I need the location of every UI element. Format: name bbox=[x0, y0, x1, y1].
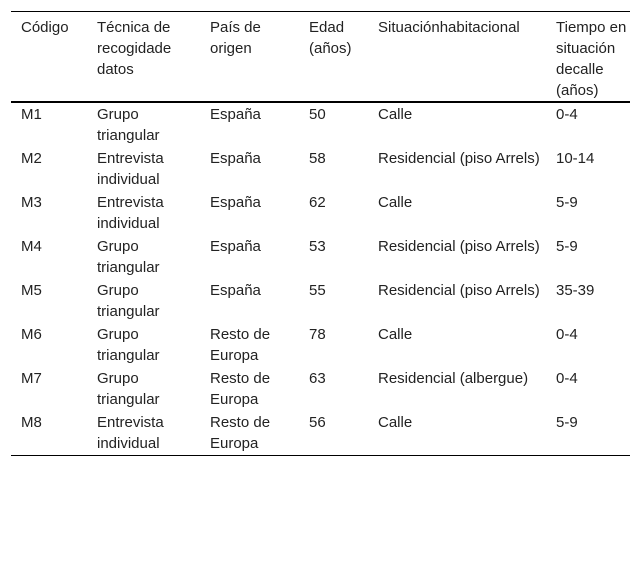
cell-pais: Resto de Europa bbox=[210, 326, 271, 364]
cell-edad: 58 bbox=[309, 150, 326, 167]
cell-pais: España bbox=[210, 150, 261, 167]
cell-codigo: M8 bbox=[21, 414, 42, 431]
table-header bbox=[11, 12, 630, 103]
cell-edad: 63 bbox=[309, 370, 326, 387]
cell-pais: España bbox=[210, 282, 261, 299]
table-row bbox=[11, 411, 630, 456]
cell-edad: 62 bbox=[309, 194, 326, 211]
cell-pais: España bbox=[210, 106, 261, 123]
cell-edad: 50 bbox=[309, 106, 326, 123]
cell-edad: 56 bbox=[309, 414, 326, 431]
cell-codigo: M7 bbox=[21, 370, 42, 387]
table-row bbox=[11, 147, 630, 191]
cell-tiempo: 0-4 bbox=[556, 106, 578, 123]
cell-tiempo: 35-39 bbox=[556, 282, 595, 299]
header-pais: País de origen bbox=[210, 19, 261, 57]
header-situacion: Situaciónhabitacional bbox=[378, 19, 520, 36]
cell-codigo: M2 bbox=[21, 150, 42, 167]
cell-situacion: Calle bbox=[378, 106, 413, 123]
cell-tecnica: Grupo triangular bbox=[97, 106, 160, 144]
header-tiempo: Tiempo en situación decalle (años) bbox=[556, 19, 627, 99]
participants-table-container bbox=[11, 11, 630, 456]
cell-situacion: Residencial (albergue) bbox=[378, 370, 529, 387]
cell-situacion: Residencial (piso Arrels) bbox=[378, 282, 540, 299]
cell-tecnica: Entrevista individual bbox=[97, 414, 164, 452]
header-codigo: Código bbox=[21, 19, 69, 36]
cell-tiempo: 0-4 bbox=[556, 370, 578, 387]
cell-tecnica: Grupo triangular bbox=[97, 326, 160, 364]
cell-tiempo: 5-9 bbox=[556, 414, 578, 431]
cell-tiempo: 5-9 bbox=[556, 194, 578, 211]
table-body bbox=[11, 102, 630, 456]
table-row bbox=[11, 323, 630, 367]
cell-situacion: Calle bbox=[378, 194, 413, 211]
header-tecnica: Técnica de recogidade datos bbox=[97, 19, 172, 78]
cell-situacion: Residencial (piso Arrels) bbox=[378, 150, 540, 167]
header-row bbox=[11, 12, 630, 103]
cell-pais: España bbox=[210, 194, 261, 211]
cell-codigo: M4 bbox=[21, 238, 42, 255]
cell-tecnica: Grupo triangular bbox=[97, 370, 160, 408]
table-row bbox=[11, 102, 630, 147]
cell-tiempo: 5-9 bbox=[556, 238, 578, 255]
table-row bbox=[11, 191, 630, 235]
cell-situacion: Residencial (piso Arrels) bbox=[378, 238, 540, 255]
table-row bbox=[11, 279, 630, 323]
cell-tiempo: 10-14 bbox=[556, 150, 595, 167]
cell-codigo: M5 bbox=[21, 282, 42, 299]
cell-edad: 78 bbox=[309, 326, 326, 343]
cell-tiempo: 0-4 bbox=[556, 326, 578, 343]
cell-tecnica: Entrevista individual bbox=[97, 150, 164, 188]
cell-pais: Resto de Europa bbox=[210, 414, 271, 452]
cell-pais: España bbox=[210, 238, 261, 255]
cell-tecnica: Grupo triangular bbox=[97, 238, 160, 276]
cell-pais: Resto de Europa bbox=[210, 370, 271, 408]
table-row bbox=[11, 367, 630, 411]
cell-situacion: Calle bbox=[378, 326, 413, 343]
cell-situacion: Calle bbox=[378, 414, 413, 431]
cell-edad: 55 bbox=[309, 282, 326, 299]
cell-codigo: M3 bbox=[21, 194, 42, 211]
cell-codigo: M1 bbox=[21, 106, 42, 123]
cell-tecnica: Grupo triangular bbox=[97, 282, 160, 320]
cell-tecnica: Entrevista individual bbox=[97, 194, 164, 232]
header-edad: Edad (años) bbox=[309, 19, 352, 57]
cell-codigo: M6 bbox=[21, 326, 42, 343]
participants-table bbox=[11, 11, 630, 456]
table-row bbox=[11, 235, 630, 279]
cell-edad: 53 bbox=[309, 238, 326, 255]
